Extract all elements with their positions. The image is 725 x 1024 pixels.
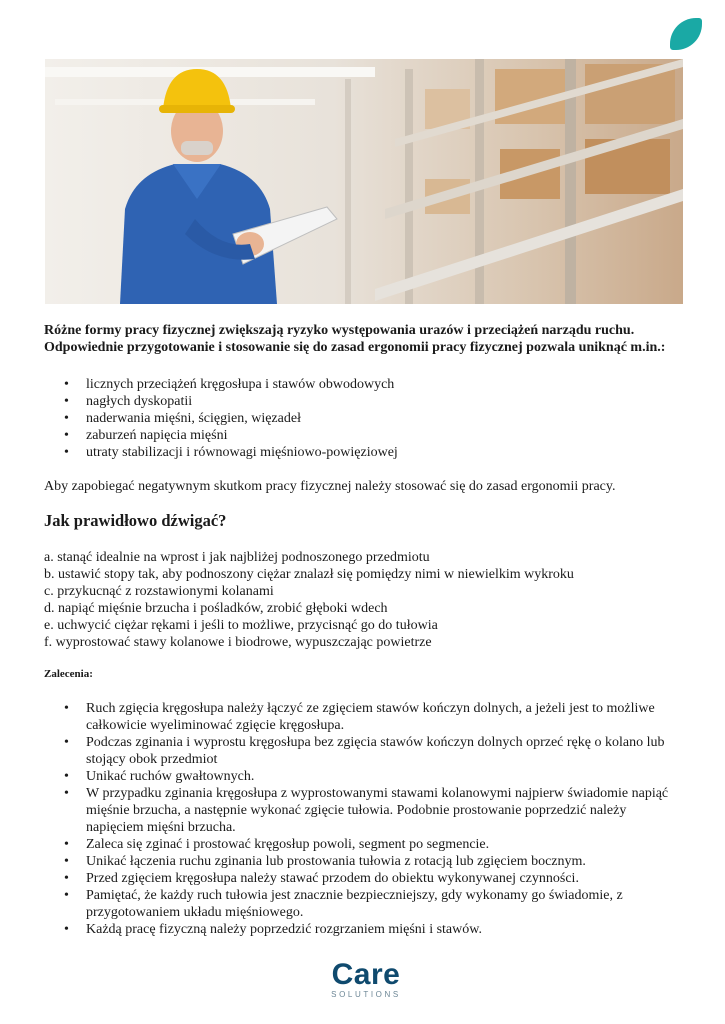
list-item: • Zaleca się zginać i prostować kręgosłup powoli, segment po segmencie. — [44, 836, 684, 853]
list-item: • Ruch zgięcia kręgosłupa należy łączyć ze zgięciem stawów kończyn dolnych, a jeżeli jest to możliwe całkowicie wyeliminować zgięcie kręgosłupa. — [44, 700, 684, 734]
step-item: b. ustawić stopy tak, aby podnoszony ciężar znalazł się pomiędzy nimi w niewielkim wykroku — [44, 567, 574, 582]
list-item: • Unikać ruchów gwałtownych. — [44, 768, 684, 785]
list-item: • Każdą pracę fizyczną należy poprzedzić rozgrzaniem mięśni i stawów. — [44, 921, 684, 938]
care-solutions-logo — [326, 960, 406, 1000]
warehouse-worker-photo — [45, 59, 683, 304]
list-item: • Podczas zginania i wyprostu kręgosłupa bez zgięcia stawów kończyn dolnych oprzeć rękę o kolano lub stojący obok przedmiot — [44, 734, 684, 768]
list-item: • Przed zgięciem kręgosłupa należy stawać przodem do obiektu wykonywanej czynności. — [44, 870, 684, 887]
logo-name: Care — [331, 958, 401, 991]
list-item: • naderwania mięśni, ścięgien, więzadeł — [44, 410, 684, 427]
step-item: d. napiąć mięśnie brzucha i pośladków, zrobić głęboki wdech — [44, 601, 388, 616]
step-item: c. przykucnąć z rozstawionymi kolanami — [44, 584, 274, 599]
recommendations-label: Zalecenia: — [44, 668, 93, 680]
advice-paragraph: Aby zapobiegać negatywnym skutkom pracy fizycznej należy stosować się do zasad ergonomii pracy. — [44, 479, 616, 494]
list-item: • Pamiętać, że każdy ruch tułowia jest znacznie bezpieczniejszy, gdy wykonamy go świadomie, z przygotowaniem układu mięśniowego. — [44, 887, 684, 921]
list-item: • nagłych dyskopatii — [44, 393, 684, 410]
list-item: • zaburzeń napięcia mięśni — [44, 427, 684, 444]
step-item: f. wyprostować stawy kolanowe i biodrowe, wypuszczając powietrze — [44, 635, 432, 650]
list-item: • W przypadku zginania kręgosłupa z wyprostowanymi stawami kolanowymi najpierw świadomie napiąć mięśnie brzucha, a następnie wykonać zgięcie tułowia. Podobnie prostowanie poprzedzić należy napięciem mięśni brzucha. — [44, 785, 684, 836]
leaf-decoration-icon — [670, 18, 702, 50]
list-item: • licznych przeciążeń kręgosłupa i stawów obwodowych — [44, 376, 684, 393]
list-item: • utraty stabilizacji i równowagi mięśniowo-powięziowej — [44, 444, 684, 461]
section-heading: Jak prawidłowo dźwigać? — [44, 511, 227, 530]
lifting-steps — [44, 549, 684, 651]
intro-paragraph: Różne formy pracy fizycznej zwiększają ryzyko występowania urazów i przeciążeń narządu ruchu. Odpowiednie przygotowanie i stosowanie się do zasad ergonomii pracy fizycznej pozwala uniknąć m.in.: — [44, 323, 666, 355]
list-item: • Unikać łączenia ruchu zginania lub prostowania tułowia z rotacją lub zgięciem bocznym. — [44, 853, 684, 870]
document-body — [44, 322, 684, 938]
step-item: e. uchwycić ciężar rękami i jeśli to możliwe, przycisnąć go do tułowia — [44, 618, 438, 633]
risk-list — [44, 376, 684, 461]
step-item: a. stanąć idealnie na wprost i jak najbliżej podnoszonego przedmiotu — [44, 550, 430, 565]
logo-subtitle: SOLUTIONS — [331, 990, 401, 999]
recommendations-list — [44, 700, 684, 938]
